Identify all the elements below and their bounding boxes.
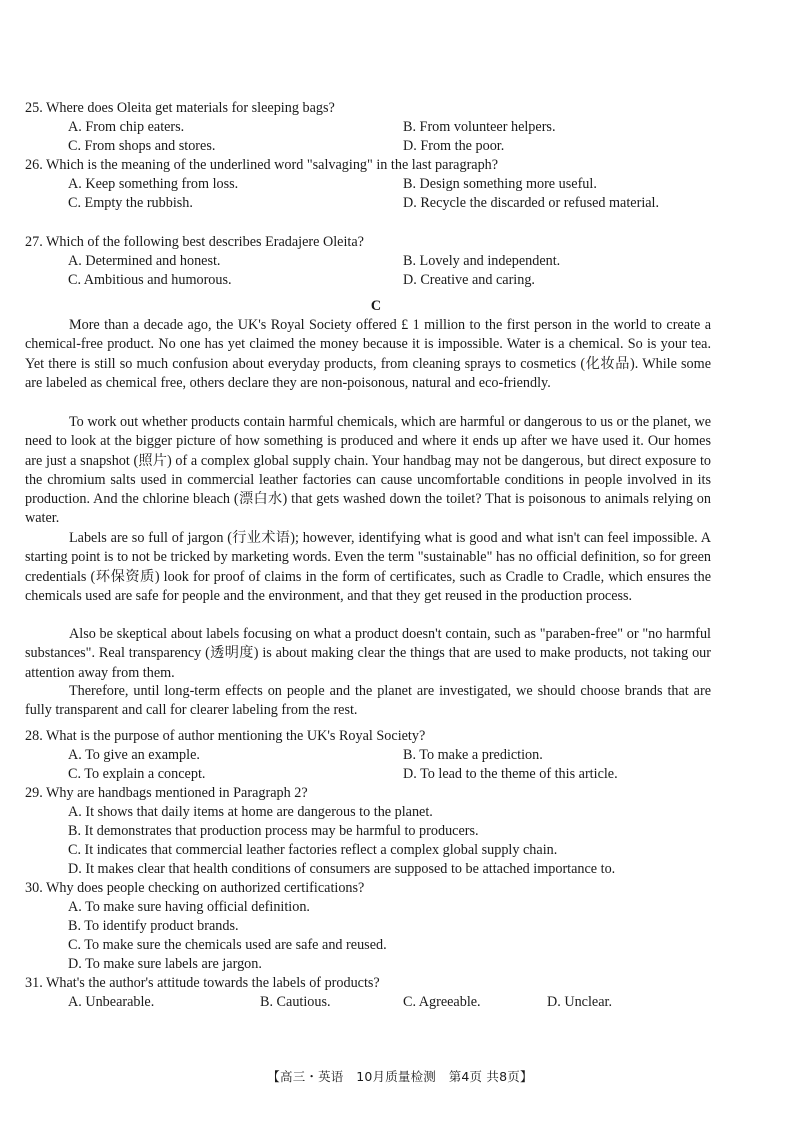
question-28-option-b: B. To make a prediction. (403, 747, 543, 763)
question-26-option-c: C. Empty the rubbish. (68, 195, 193, 211)
question-28-stem: 28. What is the purpose of author mentioning the UK's Royal Society? (25, 728, 426, 744)
question-29-option-b: B. It demonstrates that production process may be harmful to producers. (68, 823, 479, 839)
question-31-option-c: C. Agreeable. (403, 994, 481, 1010)
question-29-option-d: D. It makes clear that health conditions of consumers are supposed to be attached importance to. (68, 861, 616, 877)
question-28-option-d: D. To lead to the theme of this article. (403, 766, 618, 782)
question-30-option-a: A. To make sure having official definition. (68, 899, 310, 915)
question-27-option-c: C. Ambitious and humorous. (68, 272, 232, 288)
question-27-stem: 27. Which of the following best describes Eradajere Oleita? (25, 234, 364, 250)
question-25-option-b: B. From volunteer helpers. (403, 119, 556, 135)
question-28-option-a: A. To give an example. (68, 747, 200, 763)
passage-paragraph-1: More than a decade ago, the UK's Royal Society offered £ 1 million to the first person in the world to create a chemical-free product. No one has yet claimed the money because it is impossible. Water is a chemical. So is your tea. Yet there is still so much confusion about everyday products, from cleaning sprays to cosmetics (化妆品). While some are labeled as chemical free, others declare they are non-poisonous, natural and eco-friendly. (25, 317, 711, 391)
question-25-option-d: D. From the poor. (403, 138, 505, 154)
question-28-option-c: C. To explain a concept. (68, 766, 206, 782)
passage-paragraph-3: Labels are so full of jargon (行业术语); however, identifying what is good and what isn't can feel impossible. A starting point is to not be tricked by marketing words. Even the term "sustainable" has no official definition, so for green credentials (环保资质) look for proof of claims in the form of certificates, such as Cradle to Cradle, which ensures the chemicals used are safe for people and the environment, and that they get reused in the production process. (25, 530, 711, 604)
question-25-stem: 25. Where does Oleita get materials for sleeping bags? (25, 100, 335, 116)
question-26-option-a: A. Keep something from loss. (68, 176, 239, 192)
question-30-option-b: B. To identify product brands. (68, 918, 239, 934)
question-27-option-d: D. Creative and caring. (403, 272, 535, 288)
question-30-option-c: C. To make sure the chemicals used are safe and reused. (68, 937, 387, 953)
question-30-option-d: D. To make sure labels are jargon. (68, 956, 262, 972)
question-26-stem: 26. Which is the meaning of the underlined word "salvaging" in the last paragraph? (25, 157, 499, 173)
passage-paragraph-5: Therefore, until long-term effects on people and the planet are investigated, we should choose brands that are fully transparent and call for clearer labeling from the rest. (25, 683, 711, 719)
question-26-option-d: D. Recycle the discarded or refused material. (403, 195, 660, 211)
question-31-stem: 31. What's the author's attitude towards the labels of products? (25, 975, 380, 991)
passage-paragraph-4: Also be skeptical about labels focusing on what a product doesn't contain, such as "paraben-free" or "no harmful substances". Real transparency (透明度) is about making clear the things that are used to make products, not taking our attention away from them. (25, 626, 711, 681)
question-27-option-a: A. Determined and honest. (68, 253, 221, 269)
passage-paragraph-2: To work out whether products contain harmful chemicals, which are harmful or dangerous to us or the planet, we need to look at the bigger picture of how something is produced and where it ends up after we have used it. Our homes are just a snapshot (照片) of a complex global supply chain. Your handbag may not be dangerous, but direct exposure to the chromium salts used in commercial leather factories can cause uncomfortable conditions in people involved in its production. And the chlorine bleach (漂白水) that gets washed down the toilet? That is poisonous to animals relying on water. (25, 414, 711, 527)
question-31-option-d: D. Unclear. (547, 994, 612, 1010)
question-29-option-a: A. It shows that daily items at home are dangerous to the planet. (68, 804, 433, 820)
question-26-option-b: B. Design something more useful. (403, 176, 597, 192)
question-25-option-a: A. From chip eaters. (68, 119, 185, 135)
question-29-stem: 29. Why are handbags mentioned in Paragraph 2? (25, 785, 308, 801)
question-30-stem: 30. Why does people checking on authorized certifications? (25, 880, 365, 896)
question-31-option-a: A. Unbearable. (68, 994, 155, 1010)
question-27-option-b: B. Lovely and independent. (403, 253, 561, 269)
question-29-option-c: C. It indicates that commercial leather factories reflect a complex global supply chain. (68, 842, 558, 858)
question-25-option-c: C. From shops and stores. (68, 138, 216, 154)
page-footer: 【高三・英语 10月质量检测 第4页 共8页】 (267, 1069, 533, 1084)
question-31-option-b: B. Cautious. (260, 994, 331, 1010)
passage-section-letter: C (370, 298, 382, 314)
